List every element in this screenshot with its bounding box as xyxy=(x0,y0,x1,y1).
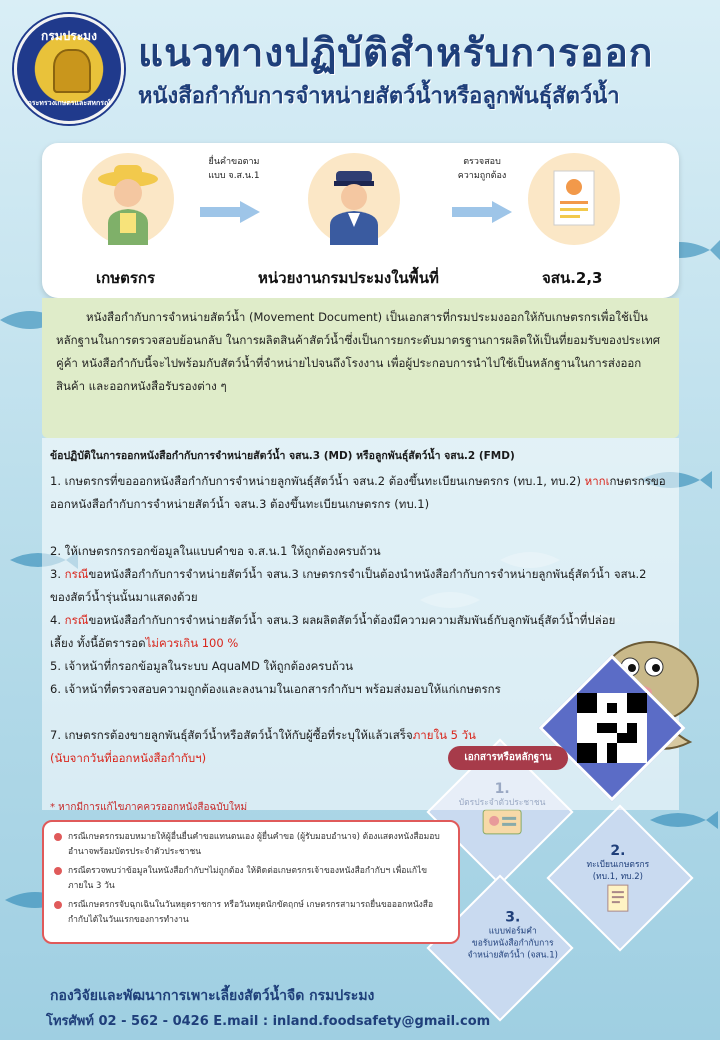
bullet-icon xyxy=(54,901,62,909)
regulation-item: 5. เจ้าหน้าที่กรอกข้อมูลในระบบ AquaMD ให้ถูกต้องครบถ้วน xyxy=(50,659,354,673)
arrow-right-icon xyxy=(200,201,260,223)
doc-3-text-line1: แบบฟอร์มคำ xyxy=(488,926,537,937)
arrow-right-icon xyxy=(452,201,512,223)
crest-icon xyxy=(53,49,91,93)
doc-2-text-line1: ทะเบียนเกษตรกร xyxy=(586,860,650,871)
footer-contact: โทรศัพท์ 02 - 562 - 0426 E.mail : inland.foodsafety@gmail.com xyxy=(46,1014,491,1029)
regulation-item: 6. เจ้าหน้าที่ตรวจสอบความถูกต้องและลงนามในเอกสารกำกับฯ พร้อมส่งมอบให้แก่เกษตรกร xyxy=(50,682,501,696)
doc-2-text-line2: (ทบ.1, ทบ.2) xyxy=(592,872,644,883)
description-box xyxy=(42,298,679,438)
step-officer-label: หน่วยงานกรมประมงในพื้นที่ xyxy=(258,269,439,287)
bullet-icon xyxy=(54,833,62,841)
department-logo xyxy=(14,14,124,124)
register-document-icon xyxy=(603,883,633,913)
officer-avatar xyxy=(308,153,400,245)
documents-badge: เอกสารหรือหลักฐาน xyxy=(448,746,568,770)
bullet-icon xyxy=(54,867,62,875)
farmer-avatar xyxy=(82,153,174,245)
footer-org: กองวิจัยและพัฒนาการเพาะเลี้ยงสัตว์น้ำจืด กรมประมง xyxy=(50,988,375,1004)
arrow-note-1-line2: แบบ จ.ส.น.1 xyxy=(208,171,260,181)
page-subtitle: หนังสือกำกับการจำหน่ายสัตว์น้ำหรือลูกพันธุ์สัตว์น้ำ xyxy=(138,84,620,109)
qr-code-icon[interactable] xyxy=(577,693,647,763)
doc-3-text-line3: จำหน่ายสัตว์น้ำ (จสน.1) xyxy=(467,950,558,961)
officer-icon xyxy=(308,153,400,245)
regulation-item: 2. ให้เกษตรกรกรอกข้อมูลในแบบคำขอ จ.ส.น.1 ให้ถูกต้องครบถ้วน xyxy=(50,544,381,558)
special-cases-box xyxy=(42,820,460,944)
doc-3-number: 3. xyxy=(505,909,521,926)
arrow-note-2 xyxy=(440,155,524,183)
description-text: หนังสือกำกับการจำหน่ายสัตว์น้ำ (Movement Document) เป็นเอกสารที่กรมประมงออกให้กับเกษตรกรเพื่อใช้เป็นหลักฐานในการตรวจสอบย้อนกลับ ในการผลิตสินค้าสัตว์น้ำซึ่งเป็นการยกระดับมาตรฐานการผลิตให้เป็นที่ยอมรับของประเทศคู่ค้า หนังสือกำกับนี้จะไปพร้อมกับสัตว์น้ำที่จำหน่ายไปจนถึงโรงงาน เพื่อผู้ประกอบการนำไปใช้เป็นหลักฐานในการส่งออกสินค้า และออกหนังสือรับรองต่าง ๆ xyxy=(56,310,661,393)
arrow-note-2-line2: ความถูกต้อง xyxy=(457,171,507,181)
regulation-item: 1. เกษตรกรที่ขอออกหนังสือกำกับการจำหน่ายลูกพันธุ์สัตว์น้ำ จสน.2 ต้องขึ้นทะเบียนเกษตรกร (ทบ.1, ทบ.2) หากเกษตรกรขอออกหนังสือกำกับการจำหน่ายสัตว์น้ำ จสน.3 ต้องขึ้นทะเบียนเกษตรกร (ทบ.1) xyxy=(50,474,666,511)
case-item: กรณีเกษตรกรจับฉุกเฉินในวันหยุดราชการ หรือวันหยุดนักขัตฤกษ์ เกษตรกรสามารถยื่นขอออกหนังสือกำกับได้ในวันแรกของการทำงาน xyxy=(54,898,448,928)
page-title: แนวทางปฏิบัติสำหรับการออก xyxy=(138,31,654,76)
step-farmer-label: เกษตรกร xyxy=(96,269,156,287)
arrow-note-2-line1: ตรวจสอบ xyxy=(463,157,501,167)
certificate-icon xyxy=(528,153,620,245)
regulation-item: 4. กรณีขอหนังสือกำกับการจำหน่ายสัตว์น้ำ จสน.3 ผลผลิตสัตว์น้ำต้องมีความความสัมพันธ์กับลูกพันธุ์สัตว์น้ำที่ปล่อยเลี้ยง ทั้งนี้อัตรารอดไม่ควรเกิน 100 % xyxy=(50,613,616,650)
arrow-note-1 xyxy=(192,155,276,183)
logo-bottom-text: กระทรวงเกษตรและสหกรณ์ xyxy=(27,99,111,107)
regulations-title: ข้อปฏิบัติในการออกหนังสือกำกับการจำหน่ายสัตว์น้ำ จสน.3 (MD) หรือลูกพันธุ์สัตว์น้ำ จสน.2 (FMD) xyxy=(50,450,515,462)
process-card xyxy=(42,143,679,298)
step-document-label: จสน.2,3 xyxy=(542,269,603,287)
case-item: กรณีตรวจพบว่าข้อมูลในหนังสือกำกับฯไม่ถูกต้อง ให้ติดต่อเกษตรกรเจ้าของหนังสือกำกับฯ เพื่อแก้ไขภายใน 3 วัน xyxy=(54,864,448,894)
case-item: กรณีเกษตรกรมอบหมายให้ผู้อื่นยื่นคำขอแทนตนเอง ผู้ยื่นคำขอ (ผู้รับมอบอำนาจ) ต้องแสดงหนังสือมอบอำนาจพร้อมบัตรประจำตัวประชาชน xyxy=(54,830,448,860)
certificate-avatar xyxy=(528,153,620,245)
arrow-note-1-line1: ยื่นคำขอตาม xyxy=(208,157,260,167)
id-card-icon xyxy=(482,809,522,835)
logo-top-text: กรมประมง xyxy=(41,29,97,43)
regulation-item: 7. เกษตรกรต้องขายลูกพันธุ์สัตว์น้ำหรือสัตว์น้ำให้กับผู้ซื้อที่ระบุให้แล้วเสร็จภายใน 5 วัน (นับจากวันที่ออกหนังสือกำกับฯ) xyxy=(50,728,476,765)
regulation-item: 3. กรณีขอหนังสือกำกับการจำหน่ายสัตว์น้ำ จสน.3 เกษตรกรจำเป็นต้องนำหนังสือกำกับการจำหน่ายลูกพันธุ์สัตว์น้ำ จสน.2 ของสัตว์น้ำรุ่นนั้นมาแสดงด้วย xyxy=(50,567,647,604)
doc-3-text-line2: ขอรับหนังสือกำกับการ xyxy=(471,938,554,949)
doc-2-number: 2. xyxy=(610,843,626,860)
footnote: * หากมีการแก้ไขภาคควรออกหนังสือฉบับใหม่ xyxy=(50,802,248,813)
farmer-icon xyxy=(82,153,174,245)
